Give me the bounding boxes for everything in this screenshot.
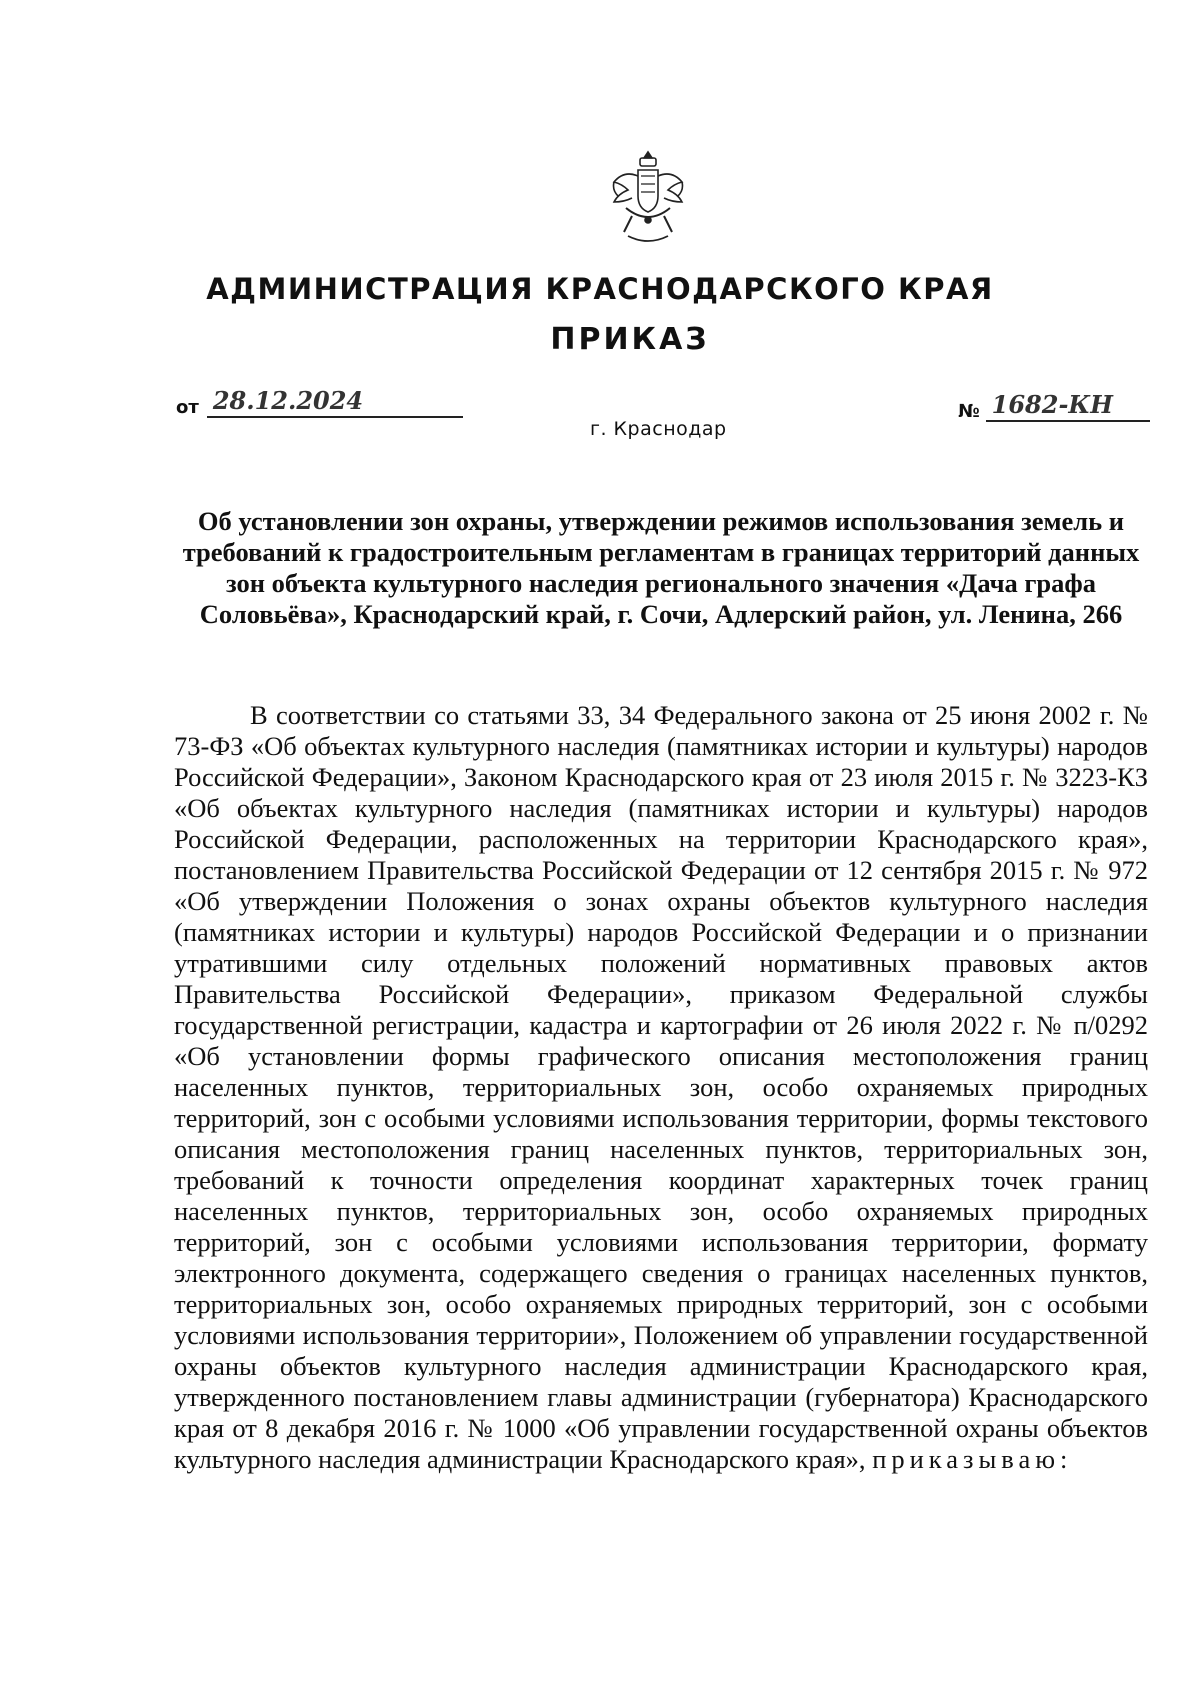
- date-field: [176, 388, 463, 418]
- order-word: приказываю:: [872, 1444, 1073, 1474]
- date-value: 28.12.2024: [207, 388, 463, 418]
- document-subject: Об установлении зон охраны, утверждении режимов использования земель и требований к градостроительным регламентам в границах территорий данных зон объекта культурного наследия регионального значения «Дача графа Соловьёва», Краснодарский край, г. Сочи, Адлерский район, ул. Ленина, 266: [182, 506, 1140, 629]
- body-paragraph: [174, 700, 1148, 1475]
- coat-of-arms-icon: [608, 148, 688, 248]
- date-label: от: [176, 397, 199, 418]
- body-main-text: В соответствии со статьями 33, 34 Федерального закона от 25 июня 2002 г. № 73-ФЗ «Об объектах культурного наследия (памятниках истории и культуры) народов Российской Федерации», Законом Краснодарского края от 23 июля 2015 г. № 3223-КЗ «Об объектах культурного наследия (памятниках истории и культуры) народов Российской Федерации, расположенных на территории Краснодарского края», постановлением Правительства Российской Федерации от 12 сентября 2015 г. № 972 «Об утверждении Положения о зонах охраны объектов культурного наследия (памятниках истории и культуры) народов Российской Федерации и о признании утратившими силу отдельных положений нормативных правовых актов Правительства Российской Федерации», приказом Федеральной службы государственной регистрации, кадастра и картографии от 26 июля 2022 г. № п/0292 «Об установлении формы графического описания местоположения границ населенных пунктов, территориальных зон, особо охраняемых природных территорий, зон с особыми условиями использования территории, формы текстового описания местоположения границ населенных пунктов, территориальных зон, требований к точности определения координат характерных точек границ населенных пунктов, территориальных зон, особо охраняемых природных территорий, зон с особыми условиями использования территории, формату электронного документа, содержащего сведения о границах населенных пунктов, территориальных зон, особо охраняемых природных территорий, зон с особыми условиями использования территории», Положением об управлении государственной охраны объектов культурного наследия администрации Краснодарского края, утвержденного постановлением главы администрации (губернатора) Краснодарского края от 8 декабря 2016 г. № 1000 «Об управлении государственной охраны объектов культурного наследия администрации Краснодарского края»,: [174, 700, 1148, 1474]
- number-value: 1682-КН: [986, 392, 1150, 422]
- organization-title: АДМИНИСТРАЦИЯ КРАСНОДАРСКОГО КРАЯ: [206, 272, 994, 306]
- number-label: №: [958, 401, 980, 422]
- document-type-title: ПРИКАЗ: [550, 322, 710, 357]
- number-field: [958, 392, 1150, 422]
- city-label: г. Краснодар: [590, 418, 727, 440]
